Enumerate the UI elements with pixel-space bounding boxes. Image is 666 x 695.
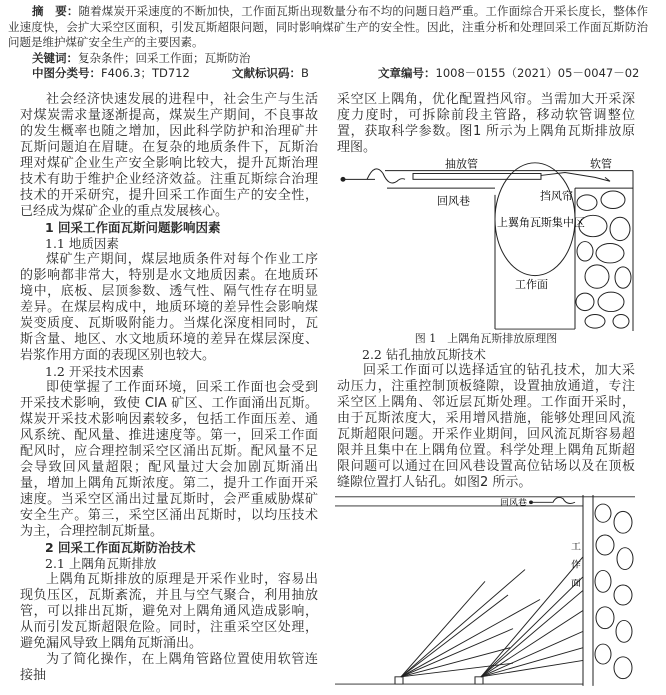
left-column <box>20 92 318 684</box>
section-2-1-heading: 2.1 上隅角瓦斯排放 <box>45 556 157 571</box>
article-number <box>378 66 639 82</box>
keywords-label: 关键词： <box>32 50 78 65</box>
section-1-2-heading: 1.2 开采技术因素 <box>45 364 144 379</box>
paragraph: 即使掌握了工作面环境，回采工作面也会受到开采技术影响，致使 CIA 矿区、工作面涌出瓦斯。煤炭开采技术影响因素较多，包括工作面压差、通风系统、配风量、推进速度等。第一，回采工作面配风时，应合理控制采空区涌出瓦斯。配风量不足会导致回风量超限；配风量过大会加剧瓦斯涌出量，增加上隅角瓦斯浓度。第二，提升工作面开采速度。当采空区涌出过量瓦斯时，会严重威胁煤矿安全生产。第三，采空区涌出瓦斯时，以均压技术为主，合理控制瓦斯量。 <box>20 380 318 539</box>
label-pipe: 抽放管 <box>445 157 478 171</box>
paragraph: 回采工作面可以选择适宜的钻孔技术，加大采动压力，注重控制顶板缝隙，设置抽放通道，专注采空区上隅角、邻近层瓦斯处理。工作面开采时，由于瓦斯浓度大，采用增风措施，能够处理回风流瓦斯超限问题。开采作业期间，回风流瓦斯容易超限并且集中在上隅角位置。科学处理上隅角瓦斯超限问题可以通过在回风巷设置高位钻场以及在顶板缝隙位置打人钻孔。如图2 所示。 <box>337 363 635 490</box>
meta-row <box>8 66 648 82</box>
label-hose: 软管 <box>590 157 612 171</box>
paragraph: 上隅角瓦斯排放的原理是开采作业时，容易出现负压区，瓦斯紊流，并且与空气聚合，利用抽放管，可以排出瓦斯，避免对上隅角通风造成影响，从而引发瓦斯超限危险。同时，注重采空区处理，避免漏风导致上隅角瓦斯涌出。 <box>20 572 318 651</box>
label-return-airway: 回风巷 <box>437 194 470 208</box>
classification <box>32 66 232 82</box>
paragraph: 煤矿生产期间，煤层地质条件对每个作业工序的影响都非常大，特别是水文地质因素。在地质环境中，底板、层顶参数、透气性、隔气性存在明显差异。在煤层构成中，地质环境的差异性会影响煤炭变质度、瓦斯吸附能力。当煤化深度相同时，瓦斯含量、地区、水文地质环境的差异在煤层深度、岩浆作用方面的表现区别也较大。 <box>20 252 318 363</box>
label-working-face: 工作面 <box>515 278 548 292</box>
figure-2-diagram <box>335 495 635 695</box>
keywords-text: 复杂条件；回采工作面；瓦斯防治 <box>78 50 251 65</box>
figure-1-caption: 图 1 上隅角瓦斯排放原理图 <box>414 332 558 345</box>
section-2-heading: 2 回采工作面瓦斯防治技术 <box>45 540 196 555</box>
paragraph: 为了简化操作，在上隅角管路位置使用软管连接抽 <box>20 652 318 683</box>
label-face-1: 工 <box>571 541 581 553</box>
figure-1-diagram <box>335 156 635 331</box>
article-number-value: 1008－0155（2021）05－0047－02 <box>435 66 640 80</box>
abstract-text: 随着煤炭开采速度的不断加快，工作面瓦斯出现数量分布不均的问题日趋严重。工作面综合开采长度长，整体作业速度快，会扩大采空区面积，引发瓦斯超限问题，同时影响煤矿生产的安全性。因此，注重分析和处理回采工作面瓦斯防治问题是维护煤矿安全生产的主要因素。 <box>8 4 648 49</box>
label-return-airway: 回风巷 <box>500 498 527 508</box>
article-number-label: 文章编号： <box>378 66 436 80</box>
paragraph: 采空区上隅角，优化配置挡风帘。当需加大开采深度力度时，可拆除前段主管路，移动软管调整位置，获取科学参数。图1 所示为上隅角瓦斯排放原理图。 <box>337 92 635 155</box>
label-face-3: 面 <box>571 578 581 589</box>
section-1-heading: 1 回采工作面瓦斯问题影响因素 <box>45 220 221 235</box>
doc-code-label: 文献标识码： <box>232 66 301 80</box>
abstract <box>8 4 648 82</box>
right-column <box>337 92 635 695</box>
abstract-label: 摘 要： <box>32 4 79 18</box>
doc-code <box>232 66 378 82</box>
section-1-1-heading: 1.1 地质因素 <box>45 236 119 251</box>
label-curtain: 挡风帘 <box>540 189 573 203</box>
classification-label: 中图分类号： <box>32 66 101 80</box>
label-face-2: 作 <box>571 560 581 571</box>
doc-code-value: B <box>301 66 309 80</box>
section-2-2-heading: 2.2 钻孔抽放瓦斯技术 <box>362 347 486 362</box>
label-gas-zone: 上翼角瓦斯集中区 <box>497 216 585 229</box>
intro-paragraph: 社会经济快速发展的进程中，社会生产与生活对煤炭需求量逐渐提高，煤炭生产期间，不良事故的发生概率也随之增加，因此科学防护和治理矿井瓦斯问题迫在眉睫。在复杂的地质条件下，瓦斯治理对煤矿企业生产安全影响比较大，提升瓦斯治理技术有助于维护企业经济效益。注重瓦斯综合治理技术的开采研究，提升回采工作面生产的安全性，已经成为煤矿企业的重点发展核心。 <box>20 92 318 219</box>
classification-value: F406.3；TD712 <box>101 66 190 80</box>
